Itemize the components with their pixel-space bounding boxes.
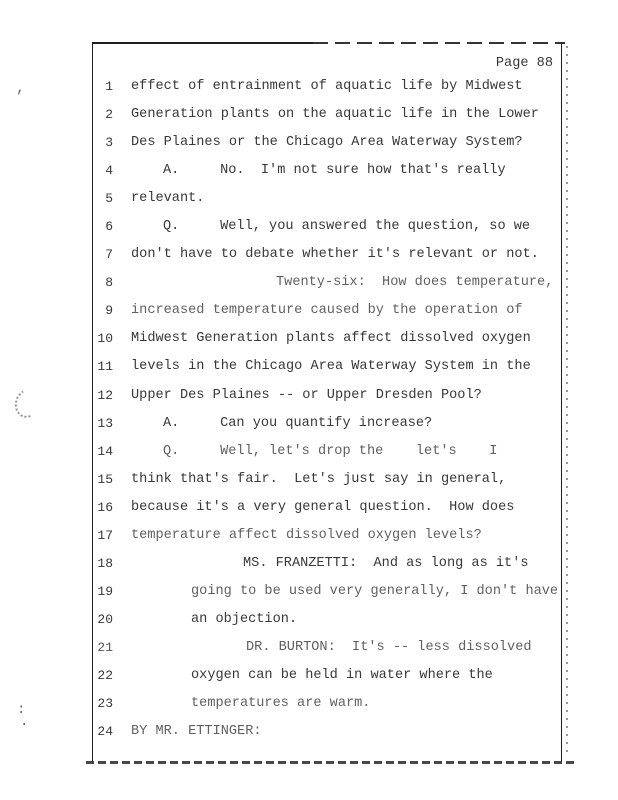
line-text: Upper Des Plaines -- or Upper Dresden Pool? — [131, 387, 482, 403]
line-number: 16 — [97, 499, 113, 515]
line-number: 1 — [105, 79, 113, 94]
transcript-lines — [93, 79, 561, 752]
transcript-line — [93, 416, 561, 444]
line-number: 4 — [105, 163, 113, 179]
line-number: 23 — [97, 696, 113, 712]
line-text: increased temperature caused by the operation of — [131, 303, 523, 319]
scan-artifact-mark: : — [17, 702, 26, 718]
line-number: 15 — [97, 471, 113, 487]
line-number: 14 — [97, 443, 113, 459]
transcript-line — [93, 163, 561, 191]
line-number: 7 — [105, 247, 113, 263]
line-text: don't have to debate whether it's relevant or not. — [131, 247, 539, 263]
document-border-box — [92, 42, 562, 762]
line-number: 5 — [105, 191, 113, 207]
scan-edge-speckle — [566, 46, 568, 758]
scan-artifact-mark: , — [16, 80, 26, 97]
line-number: 22 — [97, 667, 113, 683]
line-text: effect of entrainment of aquatic life by Midwest — [131, 79, 523, 94]
line-text: levels in the Chicago Area Waterway System in the — [131, 359, 531, 375]
transcript-line — [93, 275, 561, 303]
page-number-label: Page 88 — [495, 56, 553, 71]
line-number: 19 — [97, 583, 113, 599]
transcript-line — [93, 724, 561, 752]
line-number: 9 — [105, 303, 113, 319]
transcript-line — [93, 191, 561, 219]
line-number: 21 — [97, 639, 113, 655]
line-text: Q. Well, you answered the question, so we — [163, 219, 531, 235]
line-text: an objection. — [191, 611, 298, 627]
line-text: Q. Well, let's drop the let's I — [163, 443, 498, 459]
line-number: 8 — [105, 275, 113, 291]
line-number: 12 — [97, 387, 113, 403]
transcript-line — [93, 668, 561, 696]
line-number: 3 — [105, 135, 113, 151]
line-text: relevant. — [131, 191, 205, 207]
transcript-line — [93, 331, 561, 359]
border-bottom-dashed — [86, 761, 578, 764]
transcript-line — [93, 584, 561, 612]
line-number: 24 — [97, 724, 113, 740]
transcript-line — [93, 640, 561, 668]
transcript-line — [93, 528, 561, 556]
transcript-line — [93, 444, 561, 472]
line-text: because it's a very general question. How does — [131, 499, 515, 515]
line-text: DR. BURTON: It's -- less dissolved — [246, 639, 532, 655]
transcript-line — [93, 556, 561, 584]
transcript-line — [93, 247, 561, 275]
line-number: 6 — [105, 219, 113, 235]
line-text: BY MR. ETTINGER: — [131, 724, 262, 740]
line-text: A. No. I'm not sure how that's really — [163, 163, 506, 179]
line-text: Des Plaines or the Chicago Area Waterway System? — [131, 135, 523, 151]
line-text: temperatures are warm. — [191, 696, 371, 712]
transcript-line — [93, 500, 561, 528]
line-number: 20 — [97, 611, 113, 627]
line-text: Generation plants on the aquatic life in the Lower — [131, 107, 539, 123]
transcript-line — [93, 219, 561, 247]
transcript-line — [93, 79, 561, 107]
line-text: going to be used very generally, I don't have — [191, 583, 559, 599]
scan-artifact-arc — [11, 386, 44, 421]
line-text: temperature affect dissolved oxygen levels? — [131, 527, 482, 543]
transcript-line — [93, 472, 561, 500]
transcript-line — [93, 107, 561, 135]
line-number: 13 — [97, 415, 113, 431]
line-text: Twenty-six: How does temperature, — [276, 275, 554, 291]
line-number: 17 — [97, 527, 113, 543]
line-text: A. Can you quantify increase? — [163, 415, 433, 431]
transcript-line — [93, 612, 561, 640]
line-number: 11 — [97, 359, 113, 375]
scan-artifact-mark: . — [20, 714, 29, 730]
line-text: Midwest Generation plants affect dissolved oxygen — [131, 331, 531, 347]
line-text: think that's fair. Let's just say in general, — [131, 471, 507, 487]
transcript-line — [93, 388, 561, 416]
transcript-line — [93, 303, 561, 331]
transcript-line — [93, 135, 561, 163]
border-top-dashed — [313, 42, 565, 44]
transcript-line — [93, 696, 561, 724]
line-text: oxygen can be held in water where the — [191, 667, 493, 683]
line-text: MS. FRANZETTI: And as long as it's — [243, 555, 529, 571]
line-number: 2 — [105, 107, 113, 123]
line-number: 18 — [97, 555, 113, 571]
line-number: 10 — [97, 331, 113, 347]
transcript-line — [93, 359, 561, 387]
border-top-solid — [93, 42, 313, 44]
